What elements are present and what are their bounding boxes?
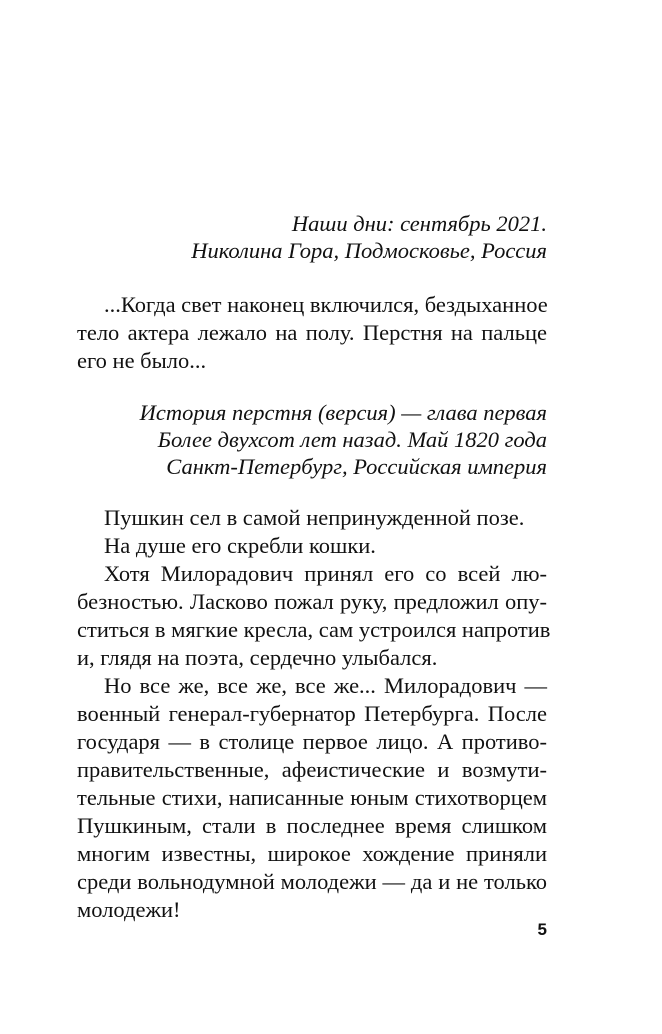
page-number: 5 — [537, 920, 547, 939]
body-line: ститься в мягкие кресла, сам устроился напротив — [77, 617, 551, 642]
prologue-line: тело актера лежало на полу. Перстня на пальце — [77, 320, 547, 345]
body-line: Хотя Милорадович принял его со всей лю- — [104, 561, 547, 586]
body-line: и, глядя на поэта, сердечно улыбался. — [77, 645, 438, 670]
body-line: На душе его скребли кошки. — [104, 533, 376, 558]
body-line: молодежи! — [77, 897, 181, 922]
prologue-line: ...Когда свет наконец включился, бездыханное — [104, 292, 548, 317]
body-line: тельные стихи, написанные юным стихотворцем — [77, 785, 547, 810]
body-line: Пушкиным, стали в последнее время слишком — [77, 813, 547, 838]
body-line: военный генерал-губернатор Петербурга. После — [77, 701, 547, 726]
chapter-heading-line: Санкт-Петербург, Российская империя — [166, 454, 547, 479]
body-line: государя — в столице первое лицо. А противо- — [77, 729, 547, 754]
body-line: правительственные, афеистические и возмути- — [77, 757, 547, 782]
prologue-line: его не было... — [77, 348, 207, 373]
epigraph-place-line: Николина Гора, Подмосковье, Россия — [191, 238, 547, 263]
body-line: безностью. Ласково пожал руку, предложил опу- — [77, 589, 547, 614]
chapter-heading-line: Более двухсот лет назад. Май 1820 года — [157, 427, 547, 452]
epigraph-date-line: Наши дни: сентябрь 2021. — [291, 211, 547, 236]
body-line: Но все же, все же, все же... Милорадович — — [104, 673, 547, 698]
body-line: многим известны, широкое хождение приняли — [77, 841, 547, 866]
book-page — [77, 0, 551, 1034]
body-line: среди вольнодумной молодежи — да и не только — [77, 869, 547, 894]
chapter-heading-line: История перстня (версия) — глава первая — [139, 400, 547, 425]
body-line: Пушкин сел в самой непринужденной позе. — [104, 505, 525, 530]
